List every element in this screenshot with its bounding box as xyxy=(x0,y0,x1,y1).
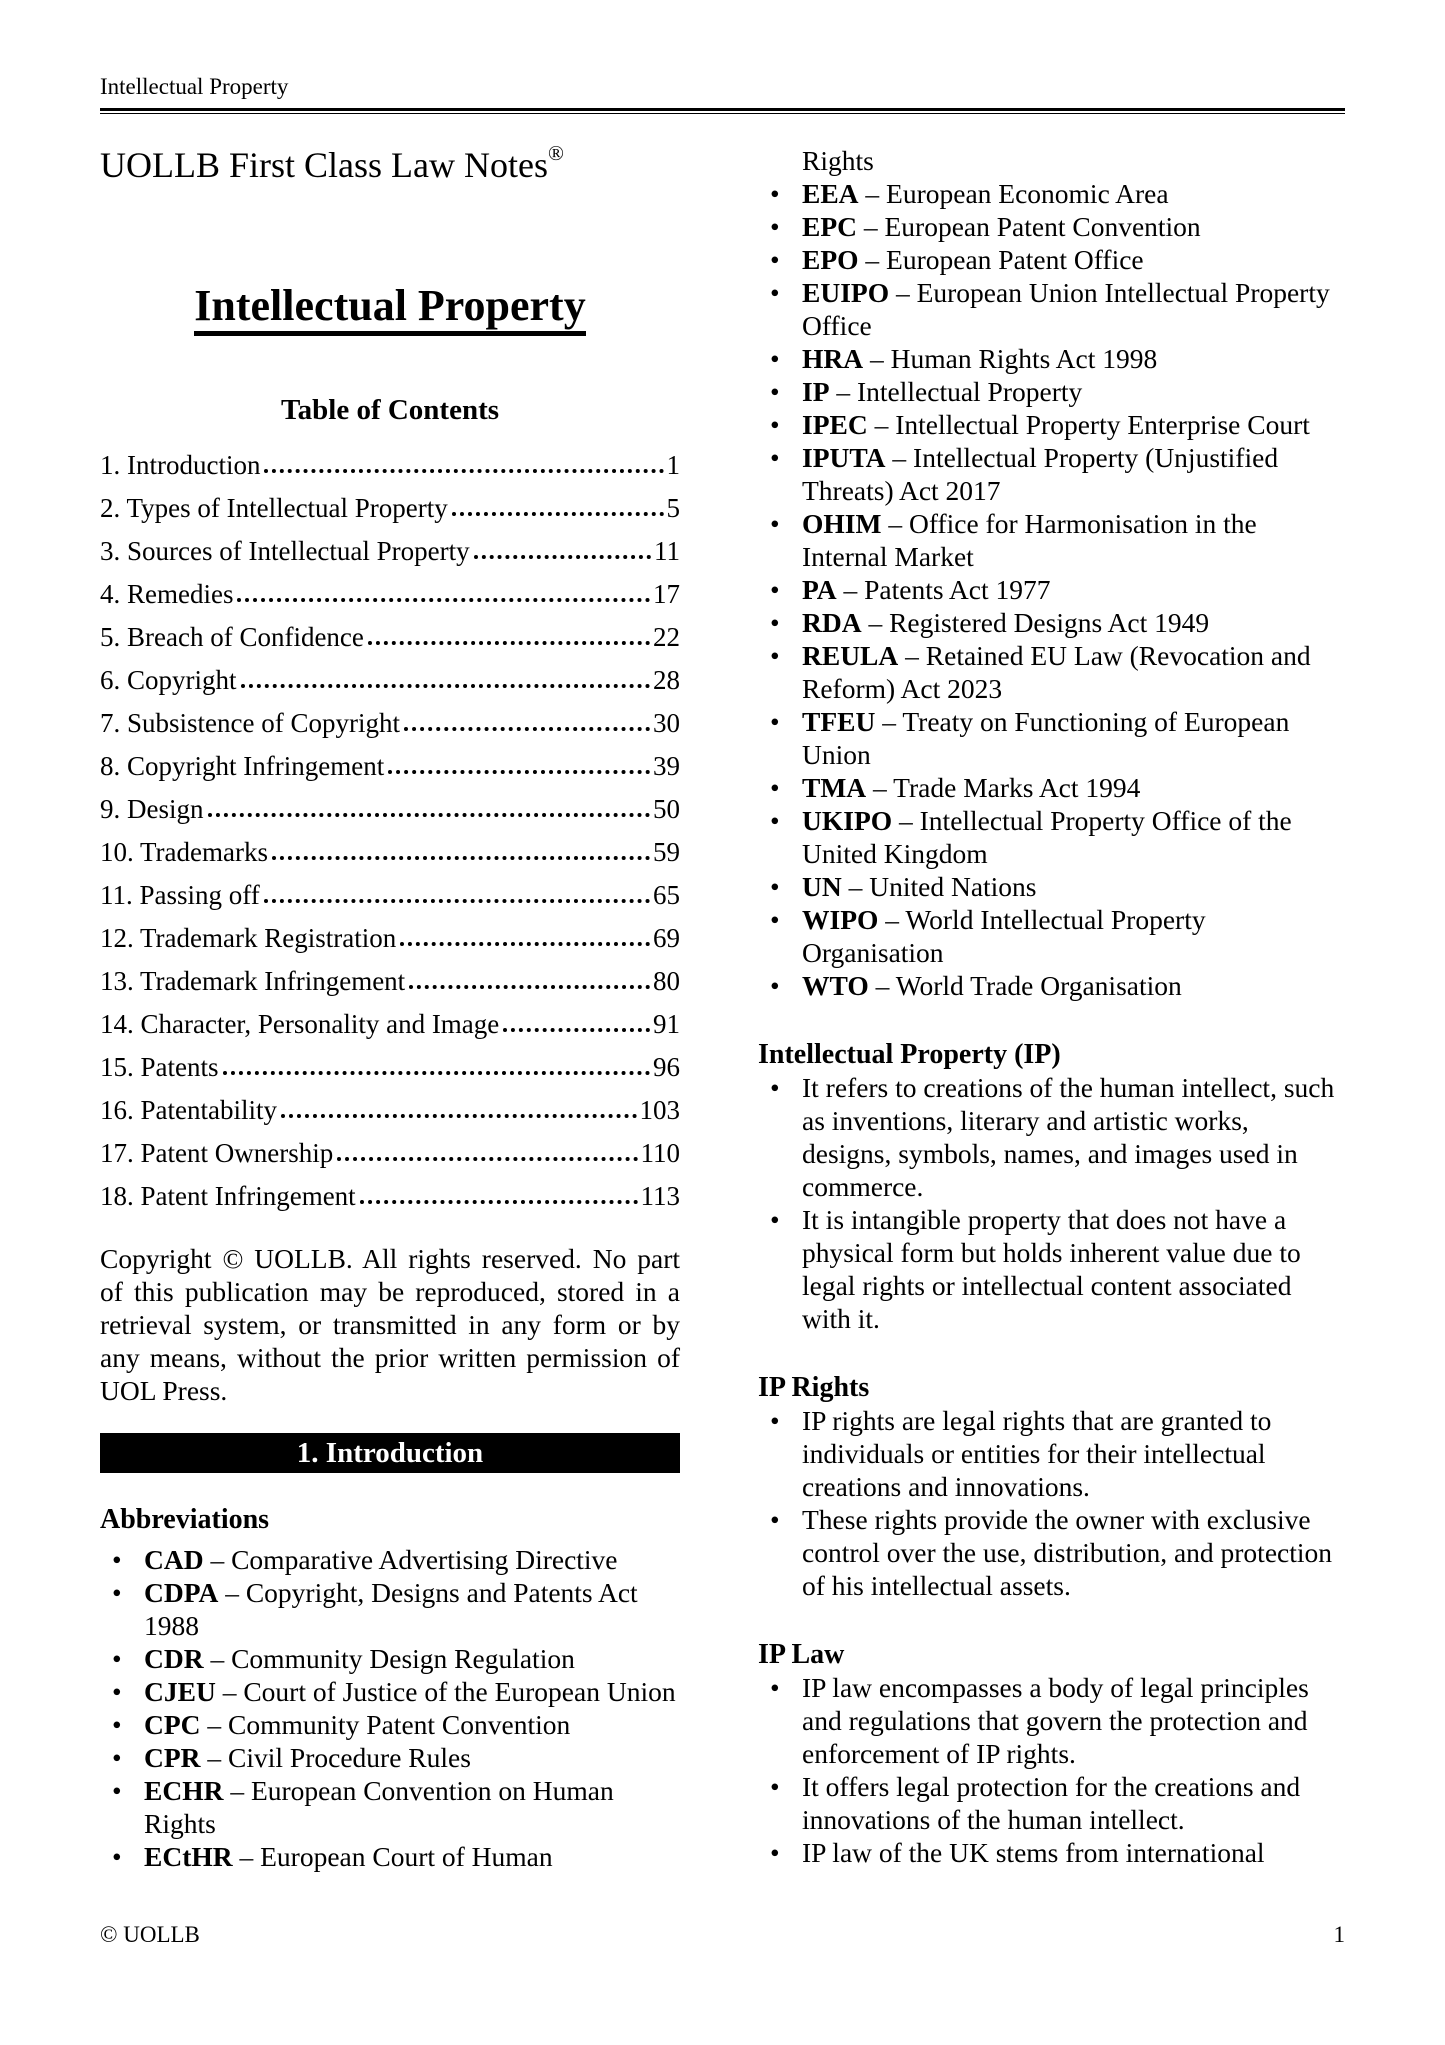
abbreviations-list-left xyxy=(100,1543,680,1873)
page-footer xyxy=(100,1922,1345,1948)
toc-entry-page-number: 110 xyxy=(640,1138,680,1168)
toc-entry[interactable] xyxy=(100,1169,680,1212)
toc-dot-leader xyxy=(281,1114,637,1118)
body-bullet-text: IP rights are legal rights that are granted to individuals or entities for their intellectual creations and innovations. xyxy=(802,1405,1272,1502)
body-bullet xyxy=(758,1671,1345,1770)
toc-entry-page-number: 30 xyxy=(653,708,680,738)
abbreviation-item xyxy=(100,1576,680,1642)
abbreviation-item xyxy=(758,573,1345,606)
toc-dot-leader xyxy=(360,1200,638,1204)
toc-entry-page-number: 91 xyxy=(653,1009,680,1039)
main-heading-text: Intellectual Property xyxy=(194,281,585,336)
toc-entry[interactable] xyxy=(100,481,680,524)
toc-entry[interactable] xyxy=(100,524,680,567)
toc-dot-leader xyxy=(208,813,651,817)
doc-title xyxy=(100,141,680,186)
toc-entry-label: 12. Trademark Registration xyxy=(100,923,397,953)
abbreviation-item xyxy=(758,606,1345,639)
body-bullet-text: It refers to creations of the human intellect, such as inventions, literary and artistic works, designs, symbols, names, and images used in commerce. xyxy=(802,1072,1335,1202)
abbreviation-description: – Intellectual Property Enterprise Court xyxy=(874,409,1310,440)
toc-entry-label: 10. Trademarks xyxy=(100,837,268,867)
abbreviation-term: WTO xyxy=(802,970,869,1001)
body-bullet xyxy=(758,1836,1345,1869)
abbreviation-description: – European Convention on Human Rights xyxy=(144,1775,614,1839)
abbreviation-term: CJEU xyxy=(144,1676,216,1707)
abbreviation-item xyxy=(758,210,1345,243)
toc-dot-leader xyxy=(400,942,650,946)
toc-dot-leader xyxy=(474,555,651,559)
abbreviation-description: – Community Patent Convention xyxy=(207,1709,571,1740)
abbreviation-description: – European Court of Human xyxy=(239,1841,553,1872)
toc-dot-leader xyxy=(409,985,650,989)
abbreviation-description: – World Intellectual Property Organisation xyxy=(802,904,1206,968)
section-heading-ip-law: IP Law xyxy=(758,1639,845,1670)
toc-dot-leader xyxy=(452,512,664,516)
toc-entry-page-number: 28 xyxy=(653,665,680,695)
toc-entry-label: 13. Trademark Infringement xyxy=(100,966,406,996)
toc-entry-label: 4. Remedies xyxy=(100,579,234,609)
abbreviation-item xyxy=(100,1774,680,1840)
toc-entry[interactable] xyxy=(100,1126,680,1169)
abbreviation-description: – Intellectual Property Office of the United Kingdom xyxy=(802,805,1292,869)
abbreviation-item xyxy=(758,375,1345,408)
abbreviation-description: – European Patent Convention xyxy=(863,211,1201,242)
body-bullet xyxy=(758,1404,1345,1503)
toc-entry-page-number: 5 xyxy=(666,493,680,523)
abbreviation-item xyxy=(758,177,1345,210)
toc-entry[interactable] xyxy=(100,610,680,653)
toc-dot-leader xyxy=(237,598,650,602)
abbreviation-term: CDPA xyxy=(144,1577,219,1608)
body-bullet-text: It offers legal protection for the creations and innovations of the human intellect. xyxy=(802,1771,1301,1835)
section-heading-ip-rights: IP Rights xyxy=(758,1372,870,1403)
toc-entry[interactable] xyxy=(100,739,680,782)
toc-entry-label: 3. Sources of Intellectual Property xyxy=(100,536,470,566)
abbreviation-item xyxy=(758,441,1345,507)
toc-entry-label: 5. Breach of Confidence xyxy=(100,622,364,652)
abbreviation-item xyxy=(100,1840,680,1873)
abbreviation-term: TMA xyxy=(802,772,867,803)
toc-entry-label: 7. Subsistence of Copyright xyxy=(100,708,400,738)
wrapped-continuation-line: Rights xyxy=(802,145,874,176)
abbreviation-term: IP xyxy=(802,376,830,407)
body-bullet-text: IP law of the UK stems from international xyxy=(802,1837,1265,1868)
toc-entry-label: 17. Patent Ownership xyxy=(100,1138,334,1168)
abbreviation-term: WIPO xyxy=(802,904,879,935)
abbreviation-item xyxy=(758,771,1345,804)
abbreviation-term: EPO xyxy=(802,244,859,275)
abbreviation-term: REULA xyxy=(802,640,899,671)
toc-entry-label: 1. Introduction xyxy=(100,450,261,480)
toc-entry[interactable] xyxy=(100,997,680,1040)
toc-entry[interactable] xyxy=(100,696,680,739)
abbreviation-term: PA xyxy=(802,574,837,605)
toc-entry-label: 6. Copyright xyxy=(100,665,237,695)
toc-entry[interactable] xyxy=(100,567,680,610)
abbreviation-term: IPEC xyxy=(802,409,868,440)
abbreviation-term: IPUTA xyxy=(802,442,886,473)
doc-title-text: UOLLB First Class Law Notes xyxy=(100,145,548,185)
abbreviation-term: ECHR xyxy=(144,1775,224,1806)
toc-entry-page-number: 80 xyxy=(653,966,680,996)
toc-entry[interactable] xyxy=(100,911,680,954)
body-bullet xyxy=(758,1503,1345,1602)
toc-entry-page-number: 39 xyxy=(653,751,680,781)
abbreviation-description: – Registered Designs Act 1949 xyxy=(868,607,1210,638)
abbreviation-description: – Patents Act 1977 xyxy=(843,574,1051,605)
right-column xyxy=(758,134,1345,1873)
toc-entry-page-number: 17 xyxy=(653,579,680,609)
toc-entry[interactable] xyxy=(100,954,680,997)
abbreviation-item xyxy=(758,969,1345,1002)
abbreviations-heading: Abbreviations xyxy=(100,1504,270,1535)
abbreviation-item xyxy=(758,342,1345,375)
toc-entry-label: 14. Character, Personality and Image xyxy=(100,1009,500,1039)
abbreviation-item xyxy=(100,1543,680,1576)
abbreviation-item xyxy=(758,804,1345,870)
abbreviation-item xyxy=(758,243,1345,276)
toc-dot-leader xyxy=(503,1028,650,1032)
abbreviation-term: ECtHR xyxy=(144,1841,233,1872)
abbreviation-description: – Court of Justice of the European Union xyxy=(222,1676,676,1707)
toc-entry-label: 16. Patentability xyxy=(100,1095,277,1125)
body-bullet xyxy=(758,1203,1345,1335)
toc-entry-page-number: 113 xyxy=(640,1181,680,1211)
section-banner-introduction: 1. Introduction xyxy=(100,1433,680,1473)
toc-entry[interactable] xyxy=(100,825,680,868)
body-bullet-text: It is intangible property that does not have a physical form but holds inherent value due to legal rights or intellectual content associated with it. xyxy=(802,1204,1301,1334)
section-heading-intellectual-property: Intellectual Property (IP) xyxy=(758,1039,1061,1070)
toc-dot-leader xyxy=(264,899,650,903)
abbreviation-description: – World Trade Organisation xyxy=(875,970,1182,1001)
abbreviation-description: – European Union Intellectual Property Office xyxy=(802,277,1330,341)
main-heading xyxy=(100,282,680,330)
toc-entry-label: 11. Passing off xyxy=(100,880,260,910)
abbreviation-description: – European Patent Office xyxy=(865,244,1144,275)
abbreviation-term: CPC xyxy=(144,1709,201,1740)
abbreviation-item xyxy=(100,1675,680,1708)
abbreviation-description: – Civil Procedure Rules xyxy=(207,1742,471,1773)
toc-entry[interactable] xyxy=(100,782,680,825)
abbreviation-description: – Retained EU Law (Revocation and Reform) Act 2023 xyxy=(802,640,1311,704)
footer-page-number: 1 xyxy=(1333,1922,1345,1947)
toc-dot-leader xyxy=(272,856,650,860)
toc-dot-leader xyxy=(241,684,650,688)
abbreviation-term: UN xyxy=(802,871,842,902)
body-bullet xyxy=(758,1071,1345,1203)
toc-entry-page-number: 69 xyxy=(653,923,680,953)
section-bullets-ip-rights xyxy=(758,1404,1345,1602)
abbreviation-term: EPC xyxy=(802,211,857,242)
toc-dot-leader xyxy=(388,770,650,774)
header-rule xyxy=(100,108,1345,114)
footer-copyright: © UOLLB xyxy=(100,1922,200,1947)
toc-entry-page-number: 11 xyxy=(654,536,680,566)
abbreviation-term: UKIPO xyxy=(802,805,893,836)
abbreviation-item xyxy=(758,870,1345,903)
toc-entry-page-number: 96 xyxy=(653,1052,680,1082)
abbreviation-item xyxy=(758,903,1345,969)
running-header-title: Intellectual Property xyxy=(100,74,289,99)
toc-heading: Table of Contents xyxy=(280,394,500,426)
abbreviation-description: – Comparative Advertising Directive xyxy=(210,1544,618,1575)
abbreviation-term: CPR xyxy=(144,1742,201,1773)
abbreviation-description: – Office for Harmonisation in the Internal Market xyxy=(802,508,1257,572)
abbreviation-term: EEA xyxy=(802,178,859,209)
toc-entry-label: 9. Design xyxy=(100,794,204,824)
toc-entry-page-number: 103 xyxy=(639,1095,680,1125)
abbreviation-description: – United Nations xyxy=(848,871,1037,902)
toc-entry-label: 18. Patent Infringement xyxy=(100,1181,356,1211)
abbreviation-description: – Human Rights Act 1998 xyxy=(870,343,1158,374)
toc-entry[interactable] xyxy=(100,1083,680,1126)
abbreviation-description: – Community Design Regulation xyxy=(210,1643,575,1674)
table-of-contents xyxy=(100,438,680,1212)
abbreviation-description: – Treaty on Functioning of European Union xyxy=(802,706,1290,770)
abbreviation-item xyxy=(758,276,1345,342)
abbreviation-item xyxy=(758,639,1345,705)
abbreviation-term: CAD xyxy=(144,1544,204,1575)
abbreviation-term: OHIM xyxy=(802,508,882,539)
page-header xyxy=(100,74,1345,114)
body-bullet-text: IP law encompasses a body of legal principles and regulations that govern the protection and enforcement of IP rights. xyxy=(802,1672,1309,1769)
toc-entry[interactable] xyxy=(100,653,680,696)
abbreviation-description: – European Economic Area xyxy=(865,178,1169,209)
abbreviation-term: EUIPO xyxy=(802,277,890,308)
toc-entry-label: 2. Types of Intellectual Property xyxy=(100,493,448,523)
section-bullets-ip-law xyxy=(758,1671,1345,1869)
toc-entry-page-number: 65 xyxy=(653,880,680,910)
registered-trademark-mark: ® xyxy=(547,141,564,165)
toc-entry-page-number: 59 xyxy=(653,837,680,867)
toc-entry-page-number: 22 xyxy=(653,622,680,652)
toc-entry-label: 8. Copyright Infringement xyxy=(100,751,385,781)
toc-dot-leader xyxy=(223,1071,651,1075)
toc-entry-page-number: 1 xyxy=(666,450,680,480)
left-column xyxy=(100,134,680,1873)
abbreviation-item xyxy=(100,1642,680,1675)
toc-dot-leader xyxy=(404,727,650,731)
abbreviation-item xyxy=(758,408,1345,441)
copyright-notice: Copyright © UOLLB. All rights reserved. No part of this publication may be reproduced, stored in a retrieval system, or transmitted in any form or by any means, without the prior written permission of UOL Press. xyxy=(100,1243,680,1406)
abbreviation-item xyxy=(100,1708,680,1741)
toc-entry[interactable] xyxy=(100,868,680,911)
abbreviation-description: – Copyright, Designs and Patents Act 1988 xyxy=(144,1577,638,1641)
body-bullet xyxy=(758,1770,1345,1836)
two-column-layout xyxy=(100,134,1345,1873)
abbreviation-item xyxy=(758,705,1345,771)
abbreviation-term: TFEU xyxy=(802,706,876,737)
toc-entry-page-number: 50 xyxy=(653,794,680,824)
toc-entry[interactable] xyxy=(100,438,680,481)
toc-dot-leader xyxy=(264,469,663,473)
abbreviation-item xyxy=(100,1741,680,1774)
toc-dot-leader xyxy=(337,1157,637,1161)
toc-dot-leader xyxy=(368,641,650,645)
toc-entry-label: 15. Patents xyxy=(100,1052,219,1082)
section-bullets-intellectual-property xyxy=(758,1071,1345,1335)
abbreviation-item xyxy=(758,507,1345,573)
abbreviation-term: HRA xyxy=(802,343,864,374)
abbreviation-description: – Intellectual Property xyxy=(836,376,1083,407)
abbreviation-description: – Trade Marks Act 1994 xyxy=(873,772,1141,803)
abbreviation-term: CDR xyxy=(144,1643,204,1674)
abbreviations-list-right xyxy=(758,177,1345,1002)
abbreviation-term: RDA xyxy=(802,607,862,638)
toc-entry[interactable] xyxy=(100,1040,680,1083)
abbreviation-description: – Intellectual Property (Unjustified Threats) Act 2017 xyxy=(802,442,1279,506)
body-bullet-text: These rights provide the owner with exclusive control over the use, distribution, and protection of his intellectual assets. xyxy=(802,1504,1333,1601)
